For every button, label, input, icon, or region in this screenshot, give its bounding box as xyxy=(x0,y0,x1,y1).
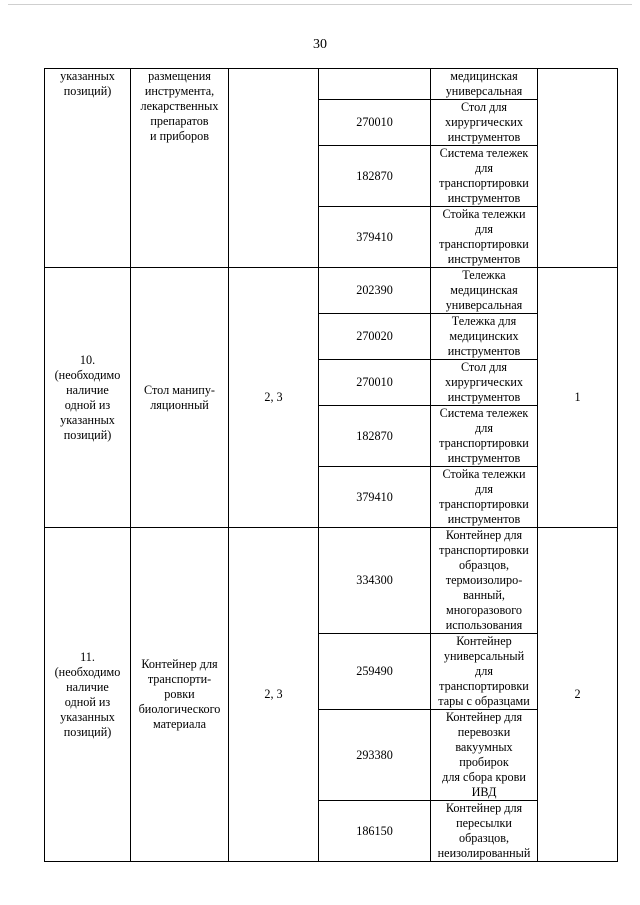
scan-edge-line xyxy=(8,4,632,5)
item-name-cell: Стойка тележки для транспортировки инструментов xyxy=(431,207,538,268)
code-cell: 270010 xyxy=(319,100,431,146)
equipment-table xyxy=(44,68,618,862)
code-cell: 186150 xyxy=(319,801,431,862)
item-name-cell: Контейнер для перевозки вакуумных пробирок для сбора крови ИВД xyxy=(431,710,538,801)
code-cell: 182870 xyxy=(319,146,431,207)
code-cell: 334300 xyxy=(319,528,431,634)
item-name-cell: Стол для хирургических инструментов xyxy=(431,360,538,406)
item-name-cell: Контейнер для пересылки образцов, неизолированный xyxy=(431,801,538,862)
item-name-cell: медицинская универсальная xyxy=(431,69,538,100)
item-name-cell: Тележка для медицинских инструментов xyxy=(431,314,538,360)
row10-name-cell: Стол манипу- ляционный xyxy=(131,268,229,528)
code-cell: 259490 xyxy=(319,634,431,710)
code-cell: 270010 xyxy=(319,360,431,406)
table-row xyxy=(45,268,618,314)
row10-qty-cell: 1 xyxy=(538,268,618,528)
item-name-cell: Контейнер универсальный для транспортировки тары с образцами xyxy=(431,634,538,710)
continuation-number-cell: указанных позиций) xyxy=(45,69,131,268)
row10-number-cell: 10. (необходимо наличие одной из указанных позиций) xyxy=(45,268,131,528)
page-number: 30 xyxy=(313,37,327,52)
code-cell: 379410 xyxy=(319,467,431,528)
item-name-cell: Тележка медицинская универсальная xyxy=(431,268,538,314)
item-name-cell: Система тележек для транспортировки инструментов xyxy=(431,146,538,207)
row11-name-cell: Контейнер для транспорти- ровки биологического материала xyxy=(131,528,229,862)
table-row xyxy=(45,528,618,634)
row11-level-cell: 2, 3 xyxy=(229,528,319,862)
item-name-cell: Контейнер для транспортировки образцов, термоизолиро- ванный, многоразового использования xyxy=(431,528,538,634)
table-row xyxy=(45,69,618,100)
row10-level-cell: 2, 3 xyxy=(229,268,319,528)
code-cell xyxy=(319,69,431,100)
row11-qty-cell: 2 xyxy=(538,528,618,862)
code-cell: 379410 xyxy=(319,207,431,268)
continuation-level-cell xyxy=(229,69,319,268)
row11-number-cell: 11. (необходимо наличие одной из указанных позиций) xyxy=(45,528,131,862)
code-cell: 293380 xyxy=(319,710,431,801)
continuation-name-cell: размещения инструмента, лекарственных препаратов и приборов xyxy=(131,69,229,268)
item-name-cell: Стойка тележки для транспортировки инструментов xyxy=(431,467,538,528)
continuation-qty-cell xyxy=(538,69,618,268)
code-cell: 270020 xyxy=(319,314,431,360)
item-name-cell: Стол для хирургических инструментов xyxy=(431,100,538,146)
item-name-cell: Система тележек для транспортировки инструментов xyxy=(431,406,538,467)
code-cell: 202390 xyxy=(319,268,431,314)
code-cell: 182870 xyxy=(319,406,431,467)
